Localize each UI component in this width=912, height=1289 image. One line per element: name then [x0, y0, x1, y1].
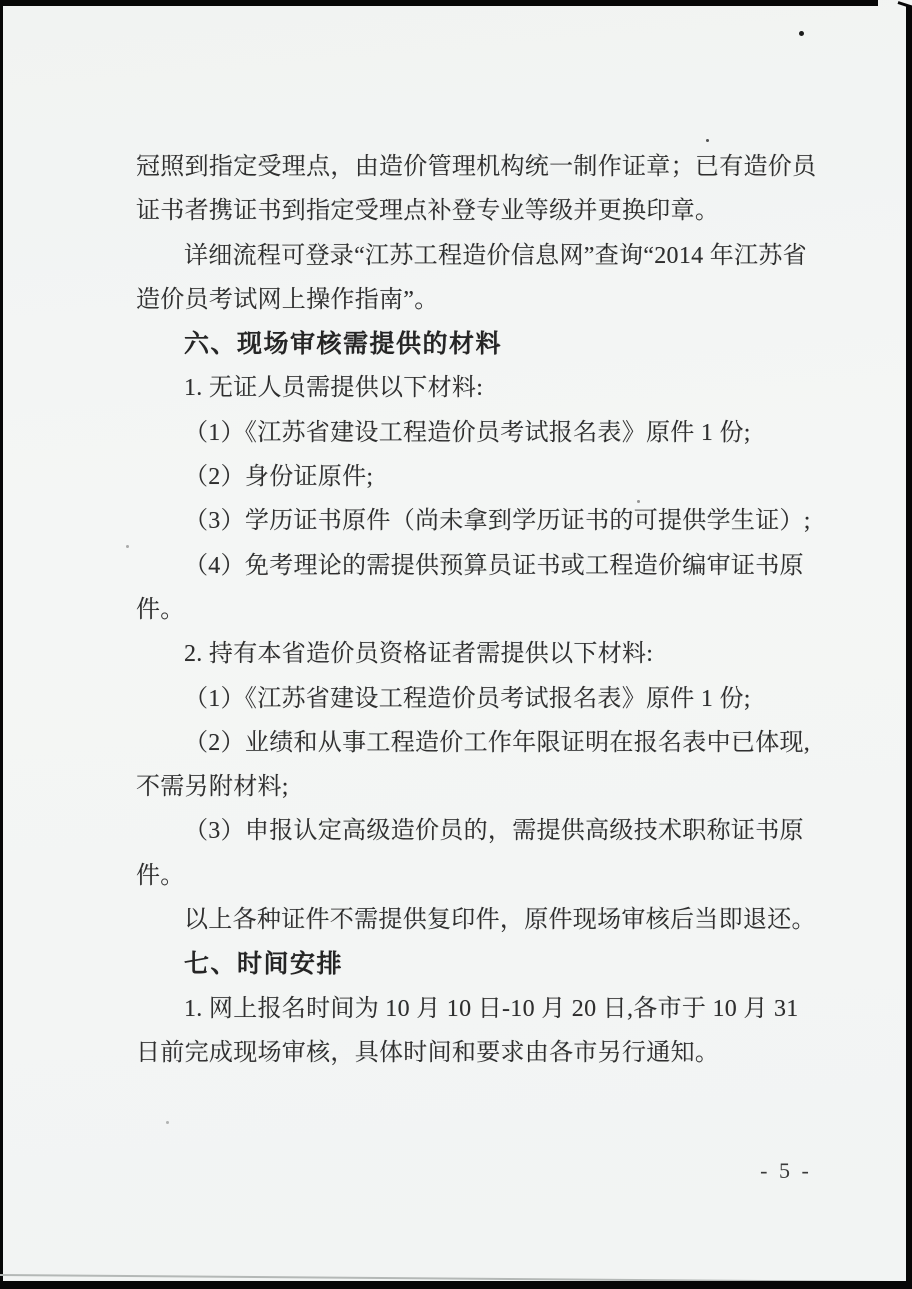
document-text-line: 详细流程可登录“江苏工程造价信息网”查询“2014 年江苏省 [184, 242, 807, 269]
scan-edge-bottom [0, 1281, 912, 1289]
document-text-line: 2. 持有本省造价员资格证者需提供以下材料: [184, 641, 654, 668]
document-text-line: 冠照到指定受理点，由造价管理机构统一制作证章；已有造价员 [136, 154, 817, 180]
document-text-line: 证书者携证书到指定受理点补登专业等级并更换印章。 [136, 198, 720, 225]
scan-edge-left [0, 0, 3, 1289]
document-text-line: （4）免考理论的需提供预算员证书或工程造价编审证书原 [184, 552, 804, 579]
document-text-line: （3）学历证书原件（尚未拿到学历证书的可提供学生证）; [184, 508, 811, 535]
section-heading-line: 七、时间安排 [184, 950, 344, 979]
document-text-line: （3）申报认定高级造价员的，需提供高级技术职称证书原 [184, 818, 804, 845]
scan-speck [706, 139, 709, 142]
scan-edge-top [0, 0, 878, 6]
document-text-line: 以上各种证件不需提供复印件，原件现场审核后当即退还。 [184, 907, 816, 934]
scan-edge-right [906, 6, 912, 1289]
document-text-line: 1. 网上报名时间为 10 月 10 日-10 月 20 日,各市于 10 月 31 [184, 995, 799, 1022]
document-text-line: （1）《江苏省建设工程造价员考试报名表》原件 1 份; [184, 685, 751, 712]
scan-speck [166, 1121, 169, 1124]
document-text-line: （1）《江苏省建设工程造价员考试报名表》原件 1 份; [184, 419, 751, 446]
document-text-line: 日前完成现场审核，具体时间和要求由各市另行通知。 [136, 1039, 720, 1066]
document-text-line: （2）身份证原件; [184, 464, 374, 491]
section-heading-line: 六、现场审核需提供的材料 [184, 330, 503, 359]
document-text-line: （2）业绩和从事工程造价工作年限证明在报名表中已体现, [184, 729, 811, 756]
document-text-line: 件。 [136, 596, 185, 623]
scan-speck [637, 500, 640, 503]
document-text-line: 不需另附材料; [136, 774, 289, 801]
document-text-line: 1. 无证人员需提供以下材料: [184, 375, 484, 402]
document-text-line: 造价员考试网上操作指南”。 [136, 286, 439, 313]
scan-speck [799, 31, 804, 36]
document-body [136, 145, 819, 1075]
page-number: - 5 - [760, 1158, 812, 1183]
document-text-line: 件。 [136, 862, 185, 889]
scan-speck [126, 545, 129, 548]
